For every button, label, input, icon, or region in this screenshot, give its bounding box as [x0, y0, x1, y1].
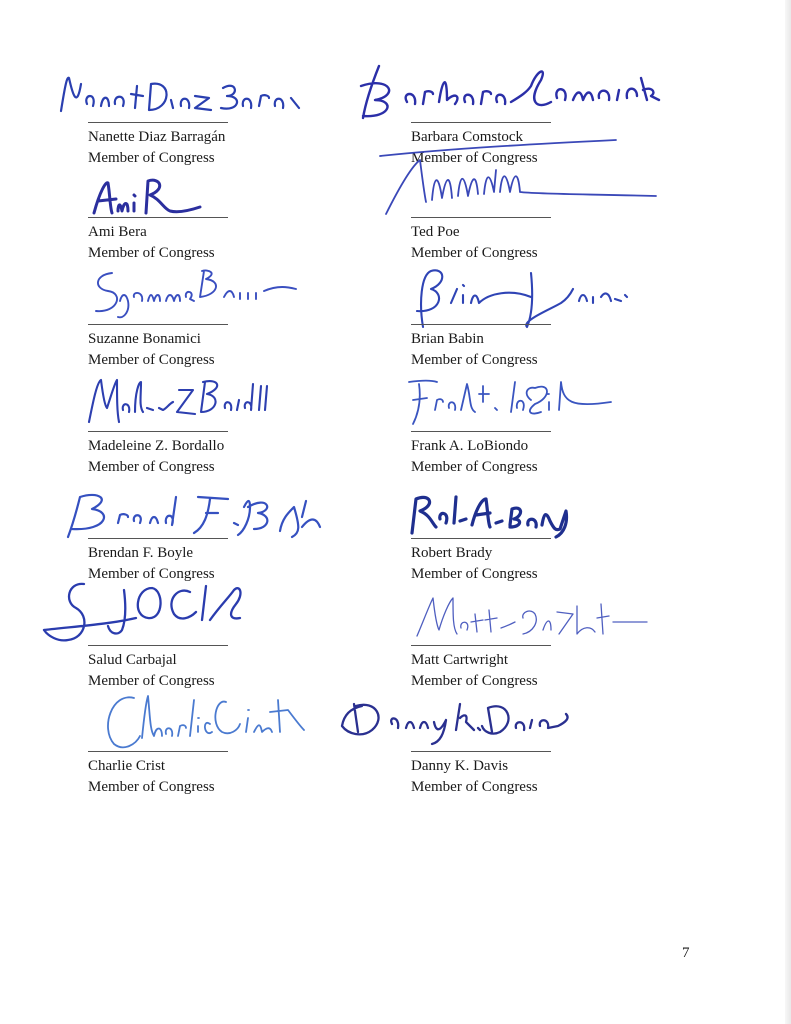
handwritten-signature [88, 263, 328, 323]
scan-edge-shadow [785, 0, 791, 1024]
signatory-name: Robert Brady [411, 545, 493, 561]
signature-block [411, 720, 711, 820]
handwritten-signature [58, 487, 328, 542]
signature-block [411, 400, 711, 500]
signature-line [88, 324, 228, 325]
signature-line [88, 217, 228, 218]
signatory-title: Member of Congress [411, 352, 538, 368]
signatory-title: Member of Congress [88, 245, 215, 261]
signature-line [88, 645, 228, 646]
signatory-title: Member of Congress [411, 150, 538, 166]
page-number: 7 [682, 945, 690, 961]
handwritten-signature [88, 171, 208, 221]
signatory-title: Member of Congress [411, 459, 538, 475]
signature-block [88, 400, 388, 500]
handwritten-signature [336, 692, 576, 747]
handwritten-signature [98, 688, 308, 753]
signature-line [88, 538, 228, 539]
signatory-title: Member of Congress [411, 673, 538, 689]
signatory-title: Member of Congress [88, 673, 215, 689]
handwritten-signature [53, 66, 303, 126]
signatory-name: Brian Babin [411, 331, 484, 347]
signature-line [411, 217, 551, 218]
signatory-name: Danny K. Davis [411, 758, 509, 774]
signature-line [88, 751, 228, 752]
signatory-name: Ted Poe [411, 224, 460, 240]
signatory-title: Member of Congress [411, 245, 538, 261]
handwritten-signature [406, 489, 576, 539]
signatory-title: Member of Congress [88, 150, 215, 166]
signatory-name: Brendan F. Boyle [88, 545, 194, 561]
signature-line [411, 324, 551, 325]
signature-line [411, 645, 551, 646]
signatory-title: Member of Congress [88, 779, 215, 795]
signatory-name: Salud Carbajal [88, 652, 177, 668]
handwritten-signature [411, 592, 651, 647]
signatory-title: Member of Congress [411, 779, 538, 795]
handwritten-signature [83, 372, 273, 432]
signature-line [88, 122, 228, 123]
signature-line [411, 538, 551, 539]
signature-line [411, 431, 551, 432]
signatory-title: Member of Congress [88, 459, 215, 475]
signatory-name: Nanette Diaz Barragán [88, 129, 226, 145]
signature-line [411, 122, 551, 123]
signatory-name: Frank A. LoBiondo [411, 438, 529, 454]
handwritten-signature [40, 576, 280, 651]
signatory-name: Suzanne Bonamici [88, 331, 201, 347]
handwritten-signature [376, 136, 676, 221]
signatory-title: Member of Congress [88, 566, 215, 582]
handwritten-signature [401, 372, 621, 432]
handwritten-signature [401, 263, 641, 333]
signatory-name: Matt Cartwright [411, 652, 509, 668]
signature-line [411, 751, 551, 752]
signatory-title: Member of Congress [88, 352, 215, 368]
signatory-name: Barbara Comstock [411, 129, 524, 145]
signatory-name: Madeleine Z. Bordallo [88, 438, 225, 454]
signatory-name: Ami Bera [88, 224, 147, 240]
signatory-title: Member of Congress [411, 566, 538, 582]
signature-line [88, 431, 228, 432]
signatory-name: Charlie Crist [88, 758, 166, 774]
handwritten-signature [351, 56, 661, 126]
